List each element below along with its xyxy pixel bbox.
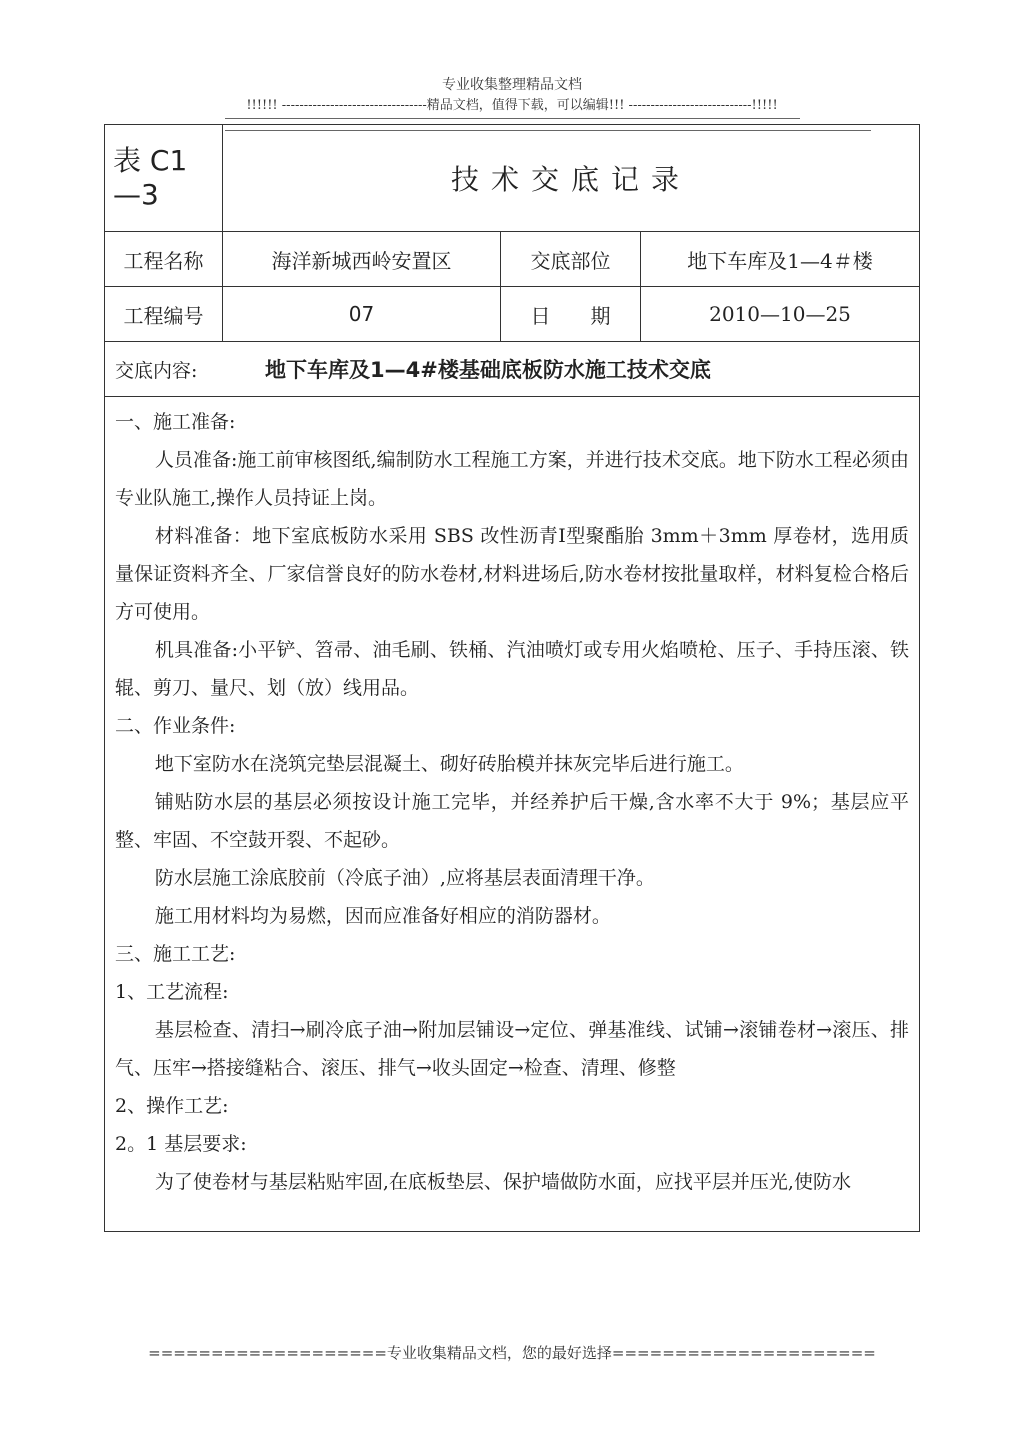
paragraph: 施工用材料均为易燃，因而应准备好相应的消防器材。 — [154, 905, 611, 927]
content-subject: 地下车库及1—4#楼基础底板防水施工技术交底 — [265, 358, 711, 382]
date-value: 2010—10—25 — [641, 287, 920, 342]
project-name-label: 工程名称 — [105, 232, 223, 287]
briefing-body — [105, 397, 920, 1232]
project-number-label: 工程编号 — [105, 287, 223, 342]
paragraph: 地下室防水在浇筑完垫层混凝土、砌好砖胎模并抹灰完毕后进行施工。 — [154, 753, 744, 775]
watermark-footer: ===================专业收集精品文档，您的最好选择===================== — [148, 1344, 876, 1362]
form-title: 技术交底记录 — [223, 125, 920, 232]
paragraph: 为了使卷材与基层粘贴牢固,在底板垫层、保护墙做防水面，应找平层并压光,使防水 — [154, 1171, 851, 1193]
paragraph: 基层检查、清扫→刷冷底子油→附加层铺设→定位、弹基准线、试铺→滚铺卷材→滚压、排气、压牢→搭接缝粘合、滚压、排气→收头固定→检查、清理、修整 — [115, 1019, 910, 1079]
paragraph: 二、作业条件: — [115, 715, 236, 737]
paragraph: 1、工艺流程: — [115, 981, 229, 1003]
paragraph: 2、操作工艺: — [115, 1095, 229, 1117]
paragraph: 铺贴防水层的基层必须按设计施工完毕，并经养护后干燥,含水率不大于 9%；基层应平整、牢固、不空鼓开裂、不起砂。 — [115, 791, 910, 851]
date-label: 日 期 — [501, 287, 641, 342]
watermark-top-line: 专业收集整理精品文档 — [442, 77, 582, 93]
paragraph: 人员准备:施工前审核图纸,编制防水工程施工方案，并进行技术交底。地下防水工程必须由专业队施工,操作人员持证上岗。 — [115, 449, 910, 509]
header-rule — [225, 118, 800, 119]
project-number-value: 07 — [223, 287, 501, 342]
paragraph: 防水层施工涂底胶前（冷底子油）,应将基层表面清理干净。 — [154, 867, 655, 889]
technical-briefing-form — [104, 124, 920, 1232]
content-header — [105, 342, 920, 397]
paragraph: 材料准备：地下室底板防水采用 SBS 改性沥青Ⅰ型聚酯胎 3mm＋3mm 厚卷材，选用质量保证资料齐全、厂家信誉良好的防水卷材,材料进场后,防水卷材按批量取样，材料复检合格后方可使用。 — [115, 525, 910, 623]
paragraph: 机具准备:小平铲、笤帚、油毛刷、铁桶、汽油喷灯或专用火焰喷枪、压子、手持压滚、铁辊、剪刀、量尺、划（放）线用品。 — [115, 639, 910, 699]
project-name-value: 海洋新城西岭安置区 — [223, 232, 501, 287]
paragraph: 三、施工工艺: — [115, 943, 236, 965]
watermark-banner: !!!!!! ---------------------------------精品文档，值得下载，可以编辑!!! ----------------------------!!!!! — [246, 98, 778, 113]
content-label: 交底内容: — [115, 360, 198, 382]
paragraph: 2。1 基层要求: — [115, 1133, 247, 1155]
form-code: 表 C1—3 — [105, 125, 223, 232]
location-value: 地下车库及1—4＃楼 — [641, 232, 920, 287]
location-label: 交底部位 — [501, 232, 641, 287]
paragraph: 一、施工准备: — [115, 411, 236, 433]
